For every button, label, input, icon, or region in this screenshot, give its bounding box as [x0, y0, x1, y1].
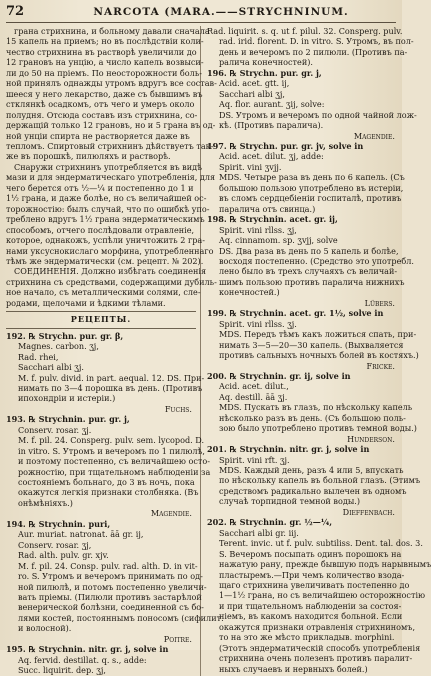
body-text-line: 15 капель на приемъ; но въ послѣдствіи коли-: [6, 36, 204, 47]
recipe-line: 192. ℞ Strychn. pur. gr. β,: [6, 330, 124, 341]
body-text-line: Снаружи стрихнинъ употребляется въ видѣ: [14, 161, 202, 172]
recipe-line: Acid. acet. dilut. ʒj, adde:: [219, 151, 324, 162]
recipe-line: ипохондріи и истеріи.): [18, 393, 116, 404]
page-header: [6, 4, 396, 23]
recipe-source: Fricke.: [366, 360, 395, 371]
recipe-source: Magendie.: [150, 508, 192, 519]
recipe-line: день и вечеромъ по 2 пилюли. (Противъ па-: [219, 46, 408, 57]
recipe-line: Rad. alth. pulv. gr. xjv.: [18, 550, 109, 561]
body-text-line: мази и для эндерматическаго употребленія, для: [6, 172, 216, 183]
recipe-line: лями костей, постояннымъ поносомъ (сифилит.: [18, 612, 224, 623]
recipe-line: rad. irid. florent. D. in vitro. S. Утромъ, въ пол-: [219, 36, 414, 47]
recipe-line: ro. S. Утромъ и вечеромъ принимать по од-: [18, 571, 203, 582]
recipe-line: 202. ℞ Strychnin. gr. ½—¼,: [207, 517, 333, 528]
recipe-line: Aq. flor. aurant. ʒij, solve:: [219, 99, 325, 110]
recipe-line: пластыремъ.—При чемъ количество взода-: [219, 569, 405, 580]
recipe-line: онѣмѣніяхъ.): [18, 497, 73, 508]
recipe-line: 199. ℞ Strychnin. acet. gr. 1½, solve in: [207, 308, 384, 319]
recipe-line: Conserv. rosar. ʒj,: [18, 539, 92, 550]
recipe-line: то на это же мѣсто прикладыв. morphini.: [219, 632, 395, 643]
recipe-line: шимъ пользою противъ паралича нижнихъ: [219, 276, 405, 287]
recipe-line: вать пріемы. (Пилюли противъ застарѣлой: [18, 592, 202, 603]
body-text-line: тепломъ. Спиртовый стрихнинъ дѣйствуетъ так-: [6, 140, 214, 151]
recipe-line: Terent. invic. ut f. pulv. subtiliss. Dent. tal. dos. 3.: [219, 538, 423, 549]
recipe-line: нѣсколько разъ въ день. (Съ большою поль-: [219, 412, 406, 423]
recipe-line: венерической болѣзни, соединенной съ бо-: [18, 602, 204, 613]
recipe-line: кѣ. (Противъ паралича).: [219, 120, 324, 131]
recipe-line: лено было въ трехъ случаяхъ съ величай-: [219, 266, 398, 277]
recipe-line: окажутся легкія признаки столбняка. (Въ: [18, 487, 199, 498]
right-column: [207, 26, 431, 676]
recipe-line: 195. ℞ Strychnin. nitr. gr. j, solve in: [6, 644, 169, 655]
recipe-line: и поэтому постепенно, съ величайшею осто-: [18, 456, 210, 467]
recipe-line: зою было употреблено противъ темной воды.): [219, 423, 417, 434]
recipe-line: конечностей.): [219, 287, 280, 298]
recipe-source: Fuchs.: [164, 403, 192, 414]
body-text-line: чество стрихнина въ растворѣ увеличили до: [6, 46, 197, 57]
recipe-line: (Этотъ эндерматическій способъ употребленія: [219, 642, 421, 653]
recipe-line: 198. ℞ Strychnin. acet. gr. ij,: [207, 214, 338, 225]
recipe-line: 200. ℞ Strychnin. gr. ij, solve in: [207, 370, 351, 381]
recipe-line: 201. ℞ Strychnin. nitr. gr. j, solve in: [207, 444, 370, 455]
recipe-line: 196. ℞ Strychn. pur. gr. j,: [207, 67, 322, 78]
recipe-line: нимать по 3—4 порошка въ день. (Противъ: [18, 382, 203, 393]
left-column: [6, 26, 224, 676]
body-text-line: чего берется отъ ½—¼ и постепенно до 1 и: [6, 182, 194, 193]
body-text-line: держащій только 12 грановъ, но и 5 грана въ од-: [6, 120, 216, 131]
body-text-line: способомъ, отчего послѣдовали отравленіе,: [6, 224, 195, 235]
body-text-line: стклянкѣ осадкомъ, отъ чего и умеръ около: [6, 99, 195, 110]
body-text-line: стрихнина съ средствами, содержащими дубиль-: [6, 276, 217, 287]
recipe-line: и волосной).: [18, 623, 72, 634]
recipe-line: 193. ℞ Strychnin. pur. gr. j,: [6, 414, 130, 425]
recipe-line: Succ. liquirit. dep. ʒj,: [18, 665, 106, 676]
recipe-line: DS. Два раза въ день по 5 капель и болѣе,: [219, 245, 399, 256]
body-text-line: 12 грановъ на унцію, а число капель возвыси-: [6, 57, 204, 68]
recipe-line: Rad. liquirit. s. q. ut f. pilul. 32. Consperg. pulv.: [207, 26, 403, 36]
recipe-line: ной пилюлѣ, и потомъ постепенно увеличи-: [18, 581, 207, 592]
recipe-line: ніемъ, въ какомъ находится больной. Если: [219, 611, 403, 622]
recipe-line: Spirit. vini rllss. ʒj.: [219, 318, 297, 329]
recipe-source: Dieffenbach.: [342, 506, 395, 517]
recipe-line: нимать 3—5—20—30 капель. (Выхваляется: [219, 339, 404, 350]
recipe-line: Spirit. vini rft. ʒj.: [219, 454, 290, 465]
recipe-line: Sacchari albi ʒj,: [219, 88, 285, 99]
body-text-line: родами, щелочами и ѣдкими тѣлами.: [6, 297, 166, 308]
recipe-line: и при тщательномъ наблюденіи за состоя-: [219, 600, 402, 611]
recipe-line: рожностію, при тщательномъ наблюденіи за: [18, 466, 211, 477]
recipe-line: большою пользою употреблено въ истеріи,: [219, 182, 404, 193]
recipe-line: паралича отъ свинца.): [219, 203, 316, 214]
body-text-line: СОЕДИНЕНІЯ. Должно избѣгать соединенія: [14, 266, 207, 277]
recipe-source: Lübers.: [364, 297, 395, 308]
recipe-line: DS. Утромъ и вечеромъ по одной чайной лож-: [219, 109, 417, 120]
recipe-line: Aq. fervid. destillat. q. s., adde:: [18, 654, 147, 665]
recipe-line: ныхъ случаевъ и нервныхъ болей.): [219, 663, 368, 674]
recipe-line: стрихнина очень полезенъ противъ паралит-: [219, 653, 413, 664]
recipe-line: M. f. pil. 24. Consperg. pulv. sem. lycopod. D.: [18, 435, 205, 446]
recipe-line: въ сломъ сердцебіеніи госпиталѣ, противъ: [219, 193, 402, 204]
recipe-line: щаго стрихнина увеличивать постепенно до: [219, 580, 410, 591]
recipe-line: M. f. pil. 24. Consp. pulv. rad. alth. D. in vit-: [18, 560, 198, 571]
running-head: NARCOTA (MARA.——STRYCHNINUM.: [93, 6, 349, 18]
body-text-line: ной принялъ однажды утромъ вдругъ все состав-: [6, 78, 217, 89]
body-text-line: ное начало, съ металлическими солями, сле-: [6, 287, 201, 298]
recipe-line: состояніемъ больнаго, до 3 въ ночь, пока: [18, 477, 195, 488]
recipe-line: по нѣскольку капель въ больной глазъ. (Этимъ: [219, 475, 421, 486]
recipe-line: in vitro. S. Утромъ и вечеромъ по 1 пилюлѣ,: [18, 445, 205, 456]
recipe-source: Hunderson.: [347, 433, 395, 444]
recipe-line: Acid. acet. gtt. ij,: [219, 78, 290, 89]
section-divider: [6, 328, 196, 329]
recipe-line: Sacchari albi gr. iij.: [219, 527, 299, 538]
recipe-line: MDS. Пускать въ глазъ, по нѣскольку капель: [219, 402, 413, 413]
recipe-line: восходя постепенно. (Средство это употребл.: [219, 255, 414, 266]
body-text-line: шееся у него лекарство, даже съ бывшимъ въ: [6, 88, 203, 99]
section-title: РЕЦЕПТЫ.: [70, 314, 132, 325]
recipe-line: нажатую рану, прежде бывшую подъ нарывнымъ: [219, 559, 431, 570]
recipe-line: Acid. acet. dilut.,: [219, 381, 289, 392]
recipe-line: Magnes. carbon. ʒj,: [18, 341, 99, 352]
body-text-line: же въ порошкѣ, пилюляхъ и растворѣ.: [6, 151, 171, 162]
body-text-line: ной унціи спирта не растворяется даже въ: [6, 130, 190, 141]
recipe-line: Rad. rhei,: [18, 351, 59, 362]
recipe-line: M. f. pulv. divid. in part. aequal. 12. DS. При-: [18, 372, 205, 383]
recipe-line: Aq. destill. āā ʒj.: [219, 391, 288, 402]
recipe-line: средствомъ радикально вылечен въ одномъ: [219, 485, 407, 496]
recipe-line: MDS. Четыре раза въ день по 6 капель. (Съ: [219, 172, 405, 183]
recipe-line: случаѣ торпидной темной воды.): [219, 496, 360, 507]
recipe-line: Conserv. rosar. ʒj.: [18, 424, 92, 435]
recipe-line: противъ сальныхъ ночныхъ болей въ костяхъ.): [219, 350, 419, 361]
recipe-line: MDS. Передъ тѣмъ какъ ложиться спать, при-: [219, 329, 417, 340]
body-text-line: треблено вдругъ 1½ грана эндерматическимъ: [6, 214, 205, 225]
recipe-line: 1—1½ грана, но съ величайшею осторожностію: [219, 590, 426, 601]
recipe-source: Magendie.: [353, 130, 395, 141]
recipe-line: Spirit. vini rllss. ʒj,: [219, 224, 297, 235]
recipe-line: Aur. muriat. natronat. āā gr. ij,: [18, 529, 144, 540]
recipe-line: ралича конечностей).: [219, 57, 313, 68]
page-number: 72: [6, 4, 25, 19]
recipe-source: Poitre.: [163, 633, 192, 644]
body-text-line: полудня. Отсюда составъ изъ стрихнина, со-: [6, 109, 198, 120]
body-text-line: грана стрихнина, и больному давали сначала: [14, 26, 210, 36]
body-text-line: 1½ грана, и даже болѣе, но съ величайшей ос-: [6, 193, 207, 204]
text-columns: [6, 26, 431, 676]
body-text-line: нами уксуснокислаго морфина, употребленнаго: [6, 245, 214, 256]
recipe-line: Spirit. vini ʒvjj.: [219, 161, 282, 172]
recipe-line: 197. ℞ Strychn. pur. gr. jv, solve in: [207, 140, 364, 151]
body-text-line: которое, однакожъ, успѣли уничтожить 2 гра-: [6, 235, 205, 246]
recipe-line: Aq. cinnamom. sp. ʒvjj, solve: [219, 235, 338, 246]
recipe-line: MDS. Каждый день, разъ 4 или 5, впускать: [219, 465, 404, 476]
recipe-line: 194. ℞ Strychnin. puri,: [6, 518, 111, 529]
recipe-line: S. Вечеромъ посыпать одинъ порошокъ на: [219, 548, 402, 559]
body-text-line: торожностію: былъ случай, что по ошибкѣ упо-: [6, 203, 210, 214]
body-text-line: ли до 50 на пріемъ. По неосторожности боль-: [6, 67, 202, 78]
section-divider: [6, 311, 196, 312]
recipe-line: окажутся признаки отравленія стрихниномъ,: [219, 621, 416, 632]
body-text-line: тѣмъ же эндерматически (см. рецепт. № 202).: [6, 255, 204, 266]
recipe-line: Sacchari albi ʒj.: [18, 362, 84, 373]
